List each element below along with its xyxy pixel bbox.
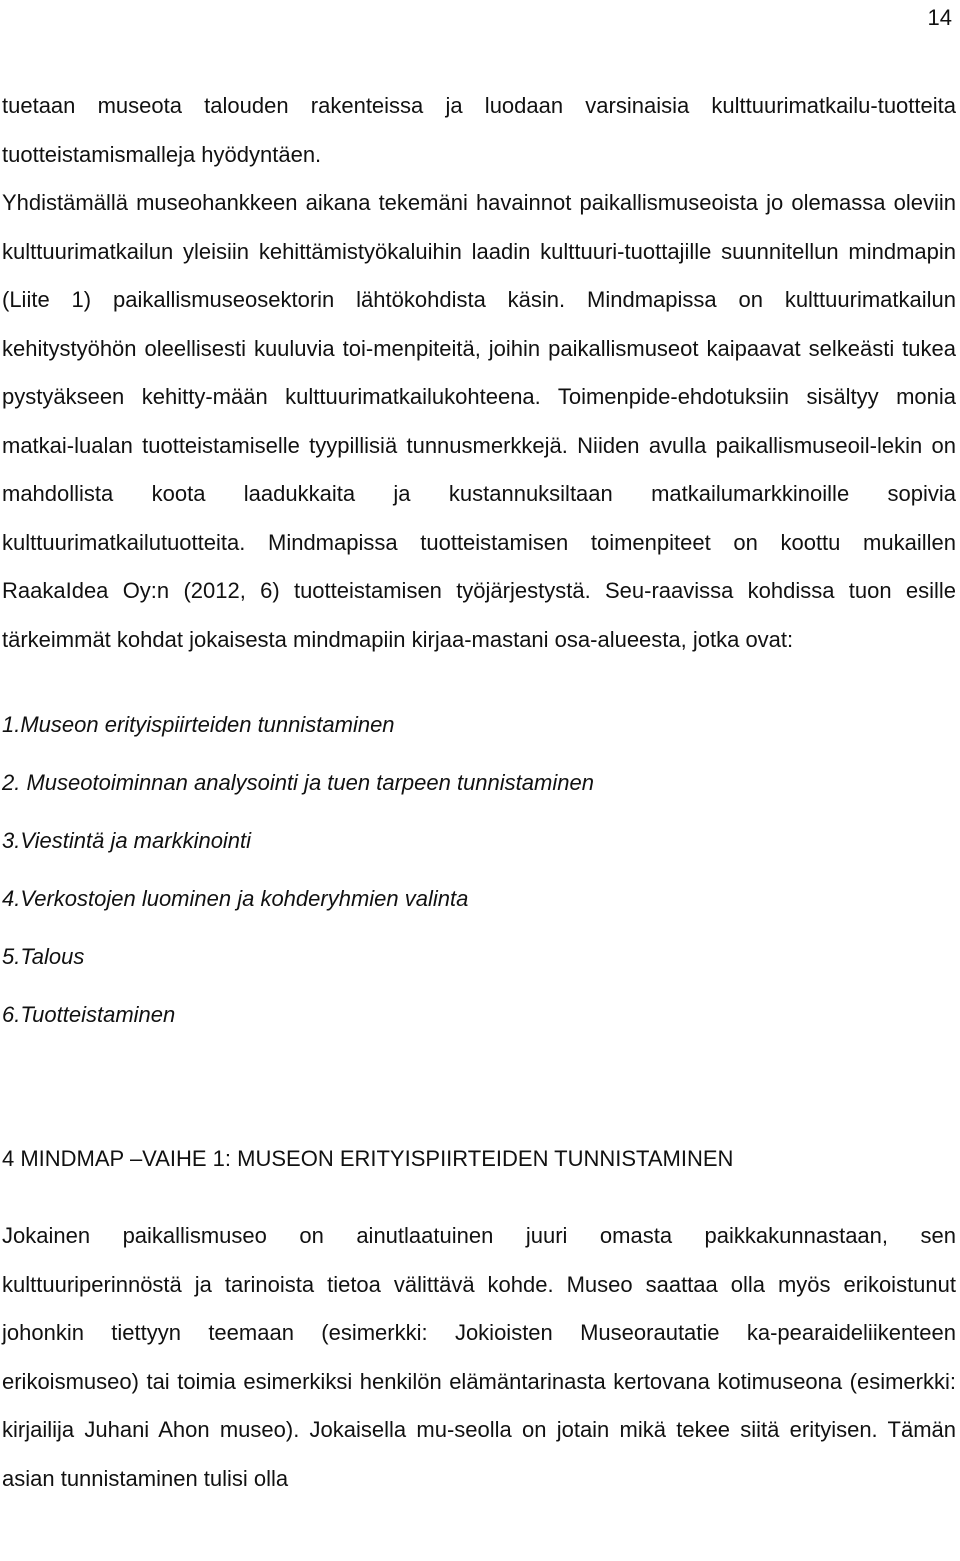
list-item: 2. Museotoiminnan analysointi ja tuen tarpeen tunnistaminen: [2, 770, 594, 795]
list-item: 5.Talous: [2, 944, 85, 969]
list-item: 4.Verkostojen luominen ja kohderyhmien valinta: [2, 886, 469, 911]
main-paragraph: Yhdistämällä museohankkeen aikana tekemäni havainnot paikallismuseoista jo olemassa oleviin kulttuurimatkailun yleisiin kehittämistyökaluihin laadin kulttuuri-tuottajille suunnitellun mindmapin (Liite 1) paikallismuseosektorin lähtökohdista käsin. Mindmapissa on kulttuurimatkailun kehitystyöhön oleellisesti kuuluvia toi-menpiteitä, joihin paikallismuseot kaipaavat selkeästi tukea pystyäkseen kehitty-mään kulttuurimatkailukohteena. Toimenpide-ehdotuksiin sisältyy monia matkai-lualan tuotteistamiselle tyypillisiä tunnusmerkkejä. Niiden avulla paikallismuseoil-lekin on mahdollista koota laadukkaita ja kustannuksiltaan matkailumarkkinoille sopivia kulttuurimatkailutuotteita. Mindmapissa tuotteistamisen toimenpiteet on koottu mukaillen RaakaIdea Oy:n (2012, 6) tuotteistamisen työjärjestystä. Seu-raavissa kohdissa tuon esille tärkeimmät kohdat jokaisesta mindmapiin kirjaa-mastani osa-alueesta, jotka ovat:: [2, 190, 956, 652]
intro-paragraph: tuetaan museota talouden rakenteissa ja luodaan varsinaisia kulttuurimatkailu-tuotteita tuotteistamismalleja hyödyntäen.: [2, 93, 956, 167]
list-item: 1.Museon erityispiirteiden tunnistaminen: [2, 712, 395, 737]
mindmap-areas-list: [2, 696, 956, 1044]
section-paragraph: Jokainen paikallismuseo on ainutlaatuinen juuri omasta paikkakunnastaan, sen kulttuuriperinnöstä ja tarinoista tietoa välittävä kohde. Museo saattaa olla myös erikoistunut johonkin tiettyyn teemaan (esimerkki: Jokioisten Museorautatie ka-pearaideliikenteen erikoismuseo) tai toimia esimerkiksi henkilön elämäntarinasta kertovana kotimuseona (esimerkki: kirjailija Juhani Ahon museo). Jokaisella mu-seolla on jotain mikä tekee siitä erityisen. Tämän asian tunnistaminen tulisi olla: [2, 1223, 956, 1491]
list-item: 6.Tuotteistaminen: [2, 1002, 176, 1027]
page-number: 14: [927, 5, 952, 30]
section-heading: 4 MINDMAP –VAIHE 1: MUSEON ERITYISPIIRTEIDEN TUNNISTAMINEN: [2, 1146, 734, 1171]
page-body: [2, 82, 956, 1503]
list-item: 3.Viestintä ja markkinointi: [2, 828, 252, 853]
